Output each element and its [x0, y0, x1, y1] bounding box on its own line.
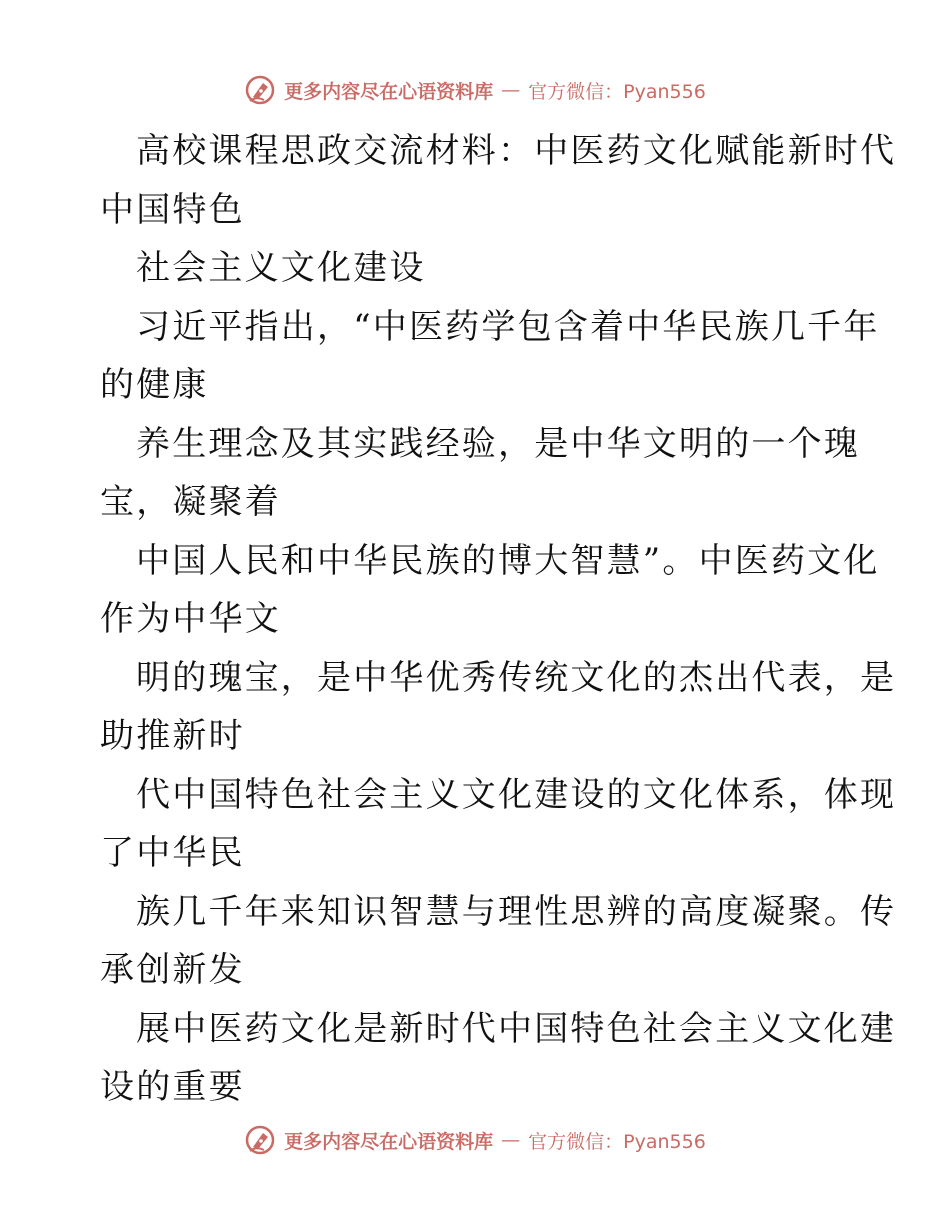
banner-title: 更多内容尽在心语资料库 [284, 1130, 494, 1153]
text-line: 展中医药文化是新时代中国特色社会主义文化建 [136, 1008, 897, 1049]
banner-dash: — [501, 79, 521, 101]
text-line: 族几千年来知识智慧与理性思辨的高度凝聚。传 [136, 891, 897, 932]
footer-banner [0, 1120, 950, 1160]
text-line: 习近平指出，“中医药学包含着中华民族几千年 [136, 306, 880, 347]
text-line: 代中国特色社会主义文化建设的文化体系，体现 [136, 774, 897, 815]
banner-title: 更多内容尽在心语资料库 [284, 80, 494, 103]
banner-dash: — [501, 1129, 521, 1151]
text-line: 养生理念及其实践经验，是中华文明的一个瑰 [136, 423, 860, 464]
header-banner [0, 70, 950, 110]
text-line: 作为中华文 [100, 599, 281, 639]
banner-wechat: 官方微信：Pyan556 [528, 80, 706, 103]
banner-wechat: 官方微信：Pyan556 [528, 1130, 706, 1153]
text-line: 了中华民 [100, 833, 245, 873]
pen-nib-logo-icon [244, 1124, 276, 1156]
text-line: 承创新发 [100, 950, 245, 990]
document-body [100, 122, 897, 1117]
text-line: 宝，凝聚着 [100, 482, 281, 522]
text-line: 中国特色 [100, 189, 245, 230]
text-line: 助推新时 [100, 716, 245, 756]
text-line: 的健康 [100, 365, 209, 405]
text-line: 中国人民和中华民族的博大智慧”。中医药文化 [136, 540, 880, 581]
text-line: 明的瑰宝，是中华优秀传统文化的杰出代表，是 [136, 657, 897, 698]
text-line: 高校课程思政交流材料：中医药文化赋能新时代 [136, 131, 897, 171]
text-line: 设的重要 [100, 1067, 245, 1107]
text-line: 社会主义文化建设 [136, 248, 426, 288]
pen-nib-logo-icon [244, 74, 276, 106]
